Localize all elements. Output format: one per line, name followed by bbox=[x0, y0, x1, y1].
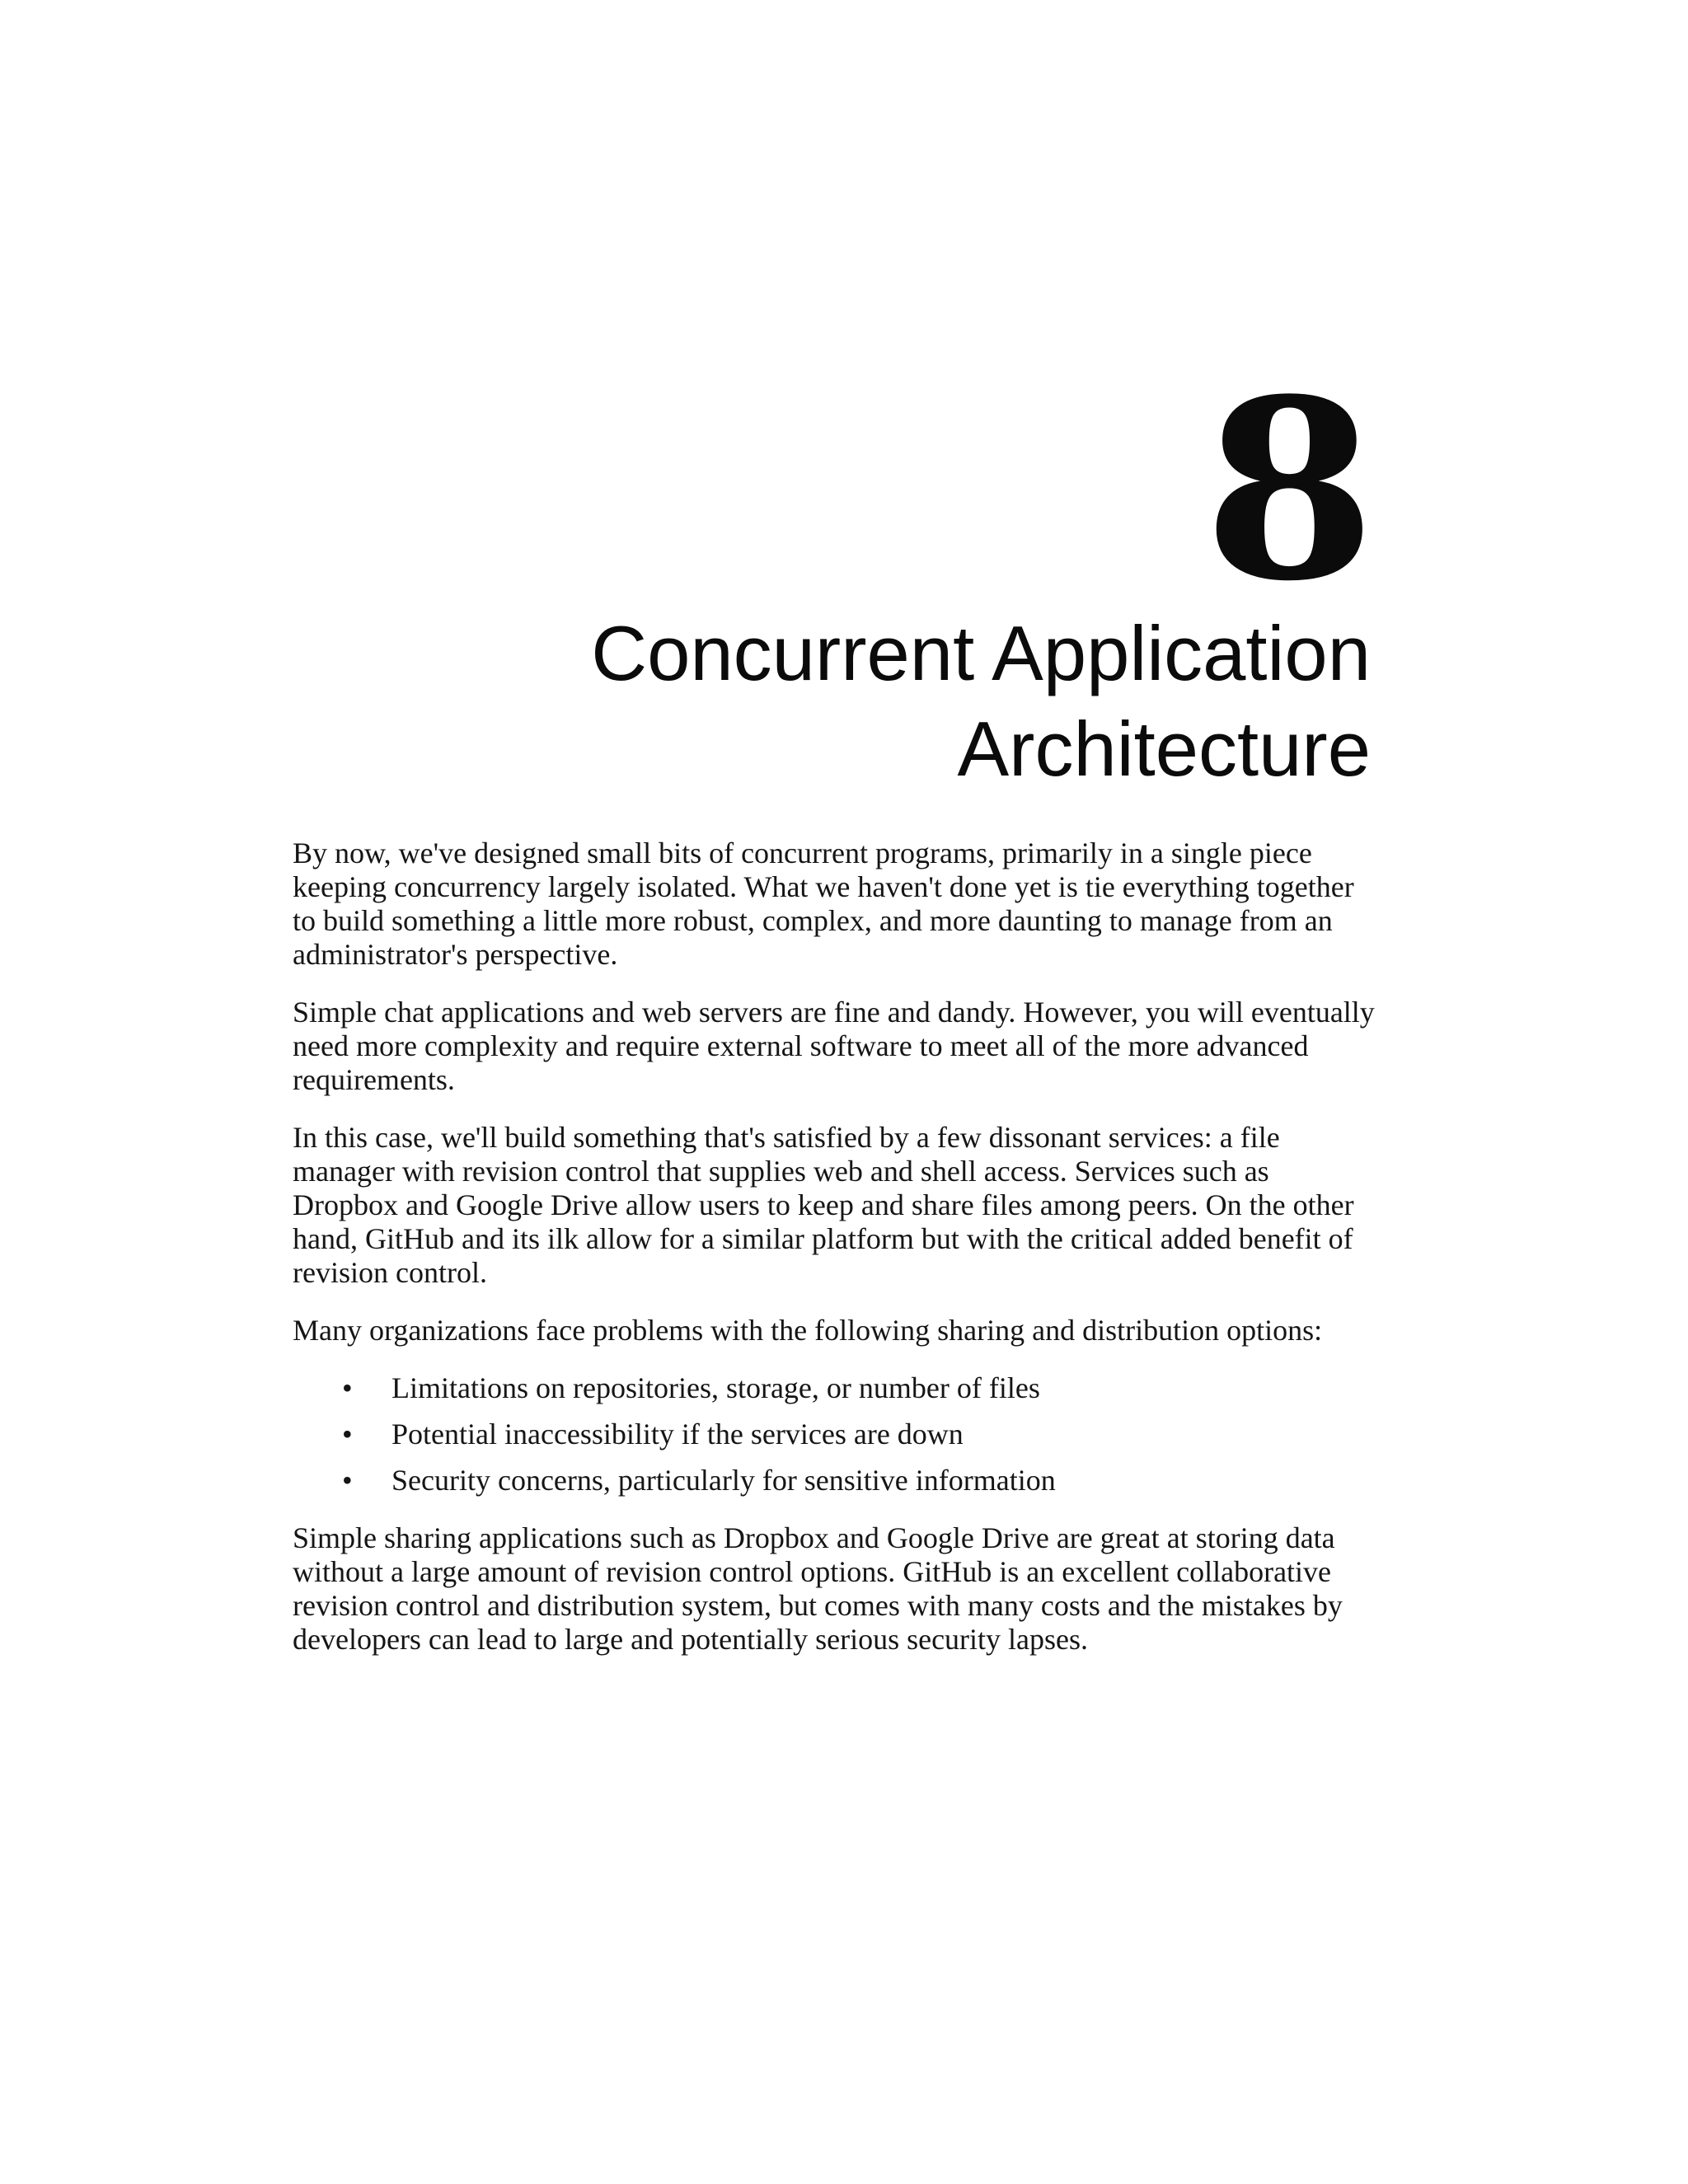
list-item bbox=[293, 1464, 1381, 1497]
intro-paragraph: By now, we've designed small bits of concurrent programs, primarily in a single piece keeping concurrency largely isolated. What we haven't done yet is tie everything together to build something a little more robust, complex, and more daunting to manage from an administrator's perspective. bbox=[293, 837, 1354, 971]
problems-list bbox=[293, 1371, 1381, 1497]
chapter-title bbox=[217, 606, 1371, 797]
conclusion-paragraph: Simple sharing applications such as Dropbox and Google Drive are great at storing data without a large amount of revision control options. GitHub is an excellent collaborative revision control and distribution system, but comes with many costs and the mistakes by developers can lead to large and potentially serious security lapses. bbox=[293, 1521, 1343, 1656]
chapter-title-line-2: Architecture bbox=[957, 705, 1371, 792]
problems-intro-paragraph: Many organizations face problems with the following sharing and distribution options: bbox=[293, 1314, 1323, 1347]
chapter-number: 8 bbox=[1203, 344, 1371, 635]
bullet-icon: • bbox=[342, 1418, 353, 1451]
list-item-text: Security concerns, particularly for sensitive information bbox=[392, 1464, 1056, 1497]
chapter-body bbox=[293, 837, 1381, 1680]
list-item bbox=[293, 1371, 1381, 1405]
bullet-icon: • bbox=[342, 1464, 353, 1497]
services-paragraph: In this case, we'll build something that's satisfied by a few dissonant services: a file manager with revision control that supplies web and shell access. Services such as Dropbox and Google Drive allow users to keep and share files among peers. On the other hand, GitHub and its ilk allow for a similar platform but with the critical added benefit of revision control. bbox=[293, 1121, 1354, 1289]
chapter-title-line-1: Concurrent Application bbox=[591, 610, 1371, 696]
list-item bbox=[293, 1418, 1381, 1451]
list-item-text: Limitations on repositories, storage, or number of files bbox=[392, 1371, 1040, 1404]
complexity-paragraph: Simple chat applications and web servers are fine and dandy. However, you will eventually need more complexity and require external software to meet all of the more advanced requirements. bbox=[293, 996, 1375, 1096]
list-item-text: Potential inaccessibility if the services are down bbox=[392, 1418, 964, 1451]
bullet-icon: • bbox=[342, 1371, 353, 1404]
